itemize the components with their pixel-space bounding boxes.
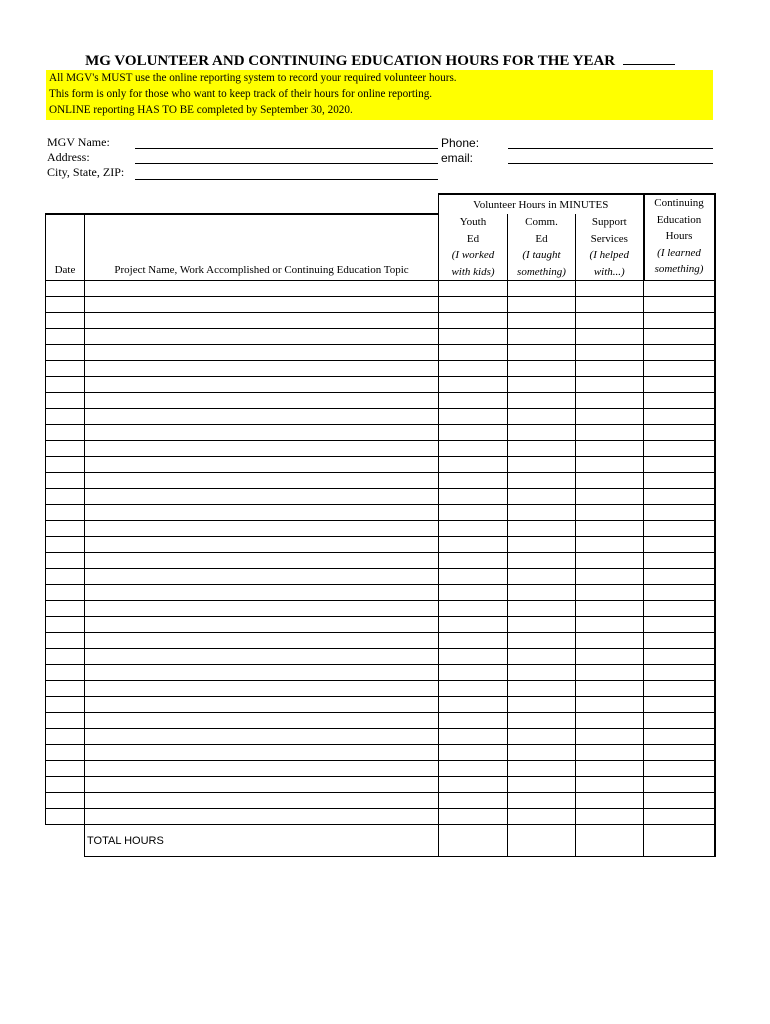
- ce-header-line-5: something): [654, 263, 704, 275]
- youth-minutes-cell[interactable]: [439, 649, 508, 665]
- notice-banner: [46, 70, 713, 120]
- youth-minutes-cell[interactable]: [439, 457, 508, 473]
- youth-minutes-cell[interactable]: [439, 521, 508, 537]
- table-row: [46, 281, 715, 297]
- project-cell[interactable]: [85, 761, 439, 777]
- support-minutes-cell[interactable]: [576, 457, 644, 473]
- support-minutes-cell[interactable]: [576, 745, 644, 761]
- comm-header-line-4: something): [517, 265, 566, 278]
- project-cell[interactable]: [85, 409, 439, 425]
- date-cell[interactable]: [46, 345, 85, 361]
- total-comm-cell[interactable]: [508, 825, 576, 857]
- ce-header-line-4: (I learned: [657, 246, 701, 259]
- date-header: Date: [46, 214, 85, 281]
- comm-minutes-cell[interactable]: [508, 361, 576, 377]
- project-cell[interactable]: [85, 313, 439, 329]
- email-label: email:: [441, 151, 474, 165]
- ce-hours-cell[interactable]: [644, 281, 715, 297]
- ce-hours-cell[interactable]: [644, 505, 715, 521]
- project-cell[interactable]: [85, 729, 439, 745]
- table-row: [46, 393, 715, 409]
- youth-header-line-3: (I worked: [451, 249, 495, 261]
- youth-minutes-cell[interactable]: [439, 393, 508, 409]
- ce-hours-cell[interactable]: [644, 521, 715, 537]
- youth-minutes-cell[interactable]: [439, 777, 508, 793]
- youth-minutes-cell[interactable]: [439, 617, 508, 633]
- ce-hours-cell[interactable]: [644, 633, 715, 649]
- support-minutes-cell[interactable]: [576, 345, 644, 361]
- project-cell[interactable]: [85, 553, 439, 569]
- project-cell[interactable]: [85, 521, 439, 537]
- comm-ed-header: [508, 214, 576, 281]
- table-row: [46, 569, 715, 585]
- date-cell[interactable]: [46, 713, 85, 729]
- address-label: Address:: [47, 150, 90, 164]
- table-row: [46, 537, 715, 553]
- support-minutes-cell[interactable]: [576, 329, 644, 345]
- youth-minutes-cell[interactable]: [439, 361, 508, 377]
- project-cell[interactable]: [85, 297, 439, 313]
- mgv-name-label: MGV Name:: [47, 135, 110, 149]
- youth-minutes-cell[interactable]: [439, 505, 508, 521]
- support-header-line-4: with...): [593, 265, 625, 278]
- table-row: [46, 745, 715, 761]
- table-row: [46, 809, 715, 825]
- youth-minutes-cell[interactable]: [439, 809, 508, 825]
- project-cell[interactable]: [85, 425, 439, 441]
- ce-hours-cell[interactable]: [644, 393, 715, 409]
- support-minutes-cell[interactable]: [576, 313, 644, 329]
- table-row: [46, 377, 715, 393]
- youth-minutes-cell[interactable]: [439, 745, 508, 761]
- ce-hours-cell[interactable]: [644, 809, 715, 825]
- comm-minutes-cell[interactable]: [508, 617, 576, 633]
- total-hours-label: TOTAL HOURS: [85, 825, 439, 857]
- project-cell[interactable]: [85, 713, 439, 729]
- table-row: [46, 761, 715, 777]
- support-minutes-cell[interactable]: [576, 761, 644, 777]
- project-cell[interactable]: [85, 601, 439, 617]
- ce-hours-cell[interactable]: [644, 313, 715, 329]
- table-row: [46, 553, 715, 569]
- date-cell[interactable]: [46, 809, 85, 825]
- youth-header-line-1: Youth: [459, 216, 487, 228]
- youth-minutes-cell[interactable]: [439, 377, 508, 393]
- date-cell[interactable]: [46, 745, 85, 761]
- support-minutes-cell[interactable]: [576, 281, 644, 297]
- table-row: [46, 473, 715, 489]
- table-row: [46, 457, 715, 473]
- youth-minutes-cell[interactable]: [439, 761, 508, 777]
- date-cell[interactable]: [46, 601, 85, 617]
- support-minutes-cell[interactable]: [576, 505, 644, 521]
- year-blank-line[interactable]: [623, 50, 675, 65]
- comm-minutes-cell[interactable]: [508, 681, 576, 697]
- ce-hours-cell[interactable]: [644, 793, 715, 809]
- support-minutes-cell[interactable]: [576, 585, 644, 601]
- comm-minutes-cell[interactable]: [508, 713, 576, 729]
- comm-minutes-cell[interactable]: [508, 601, 576, 617]
- comm-minutes-cell[interactable]: [508, 345, 576, 361]
- youth-minutes-cell[interactable]: [439, 425, 508, 441]
- date-cell[interactable]: [46, 425, 85, 441]
- support-minutes-cell[interactable]: [576, 681, 644, 697]
- mgv-name-field[interactable]: [135, 148, 438, 149]
- project-cell[interactable]: [85, 345, 439, 361]
- date-cell[interactable]: [46, 633, 85, 649]
- youth-minutes-cell[interactable]: [439, 665, 508, 681]
- youth-minutes-cell[interactable]: [439, 473, 508, 489]
- support-services-header: [576, 214, 644, 281]
- comm-minutes-cell[interactable]: [508, 489, 576, 505]
- comm-minutes-cell[interactable]: [508, 585, 576, 601]
- date-cell[interactable]: [46, 505, 85, 521]
- ce-hours-cell[interactable]: [644, 297, 715, 313]
- project-cell[interactable]: [85, 777, 439, 793]
- support-header-line-2: Services: [590, 232, 628, 245]
- comm-minutes-cell[interactable]: [508, 505, 576, 521]
- comm-minutes-cell[interactable]: [508, 409, 576, 425]
- support-minutes-cell[interactable]: [576, 425, 644, 441]
- project-cell[interactable]: [85, 281, 439, 297]
- address-field[interactable]: [135, 163, 438, 164]
- ce-hours-cell[interactable]: [644, 761, 715, 777]
- ce-hours-cell[interactable]: [644, 441, 715, 457]
- ce-hours-cell[interactable]: [644, 537, 715, 553]
- ce-hours-cell[interactable]: [644, 697, 715, 713]
- youth-minutes-cell[interactable]: [439, 489, 508, 505]
- ce-hours-cell[interactable]: [644, 601, 715, 617]
- date-cell[interactable]: [46, 297, 85, 313]
- table-row: [46, 441, 715, 457]
- table-row: [46, 345, 715, 361]
- ce-hours-cell[interactable]: [644, 409, 715, 425]
- support-minutes-cell[interactable]: [576, 713, 644, 729]
- hours-table: [45, 193, 716, 857]
- table-row: [46, 633, 715, 649]
- total-youth-cell[interactable]: [439, 825, 508, 857]
- project-cell[interactable]: [85, 681, 439, 697]
- project-cell[interactable]: [85, 329, 439, 345]
- date-cell[interactable]: [46, 329, 85, 345]
- phone-field[interactable]: [508, 148, 713, 149]
- support-minutes-cell[interactable]: [576, 473, 644, 489]
- youth-minutes-cell[interactable]: [439, 313, 508, 329]
- youth-header-line-2: Ed: [466, 232, 480, 245]
- project-cell[interactable]: [85, 569, 439, 585]
- project-cell[interactable]: [85, 537, 439, 553]
- comm-minutes-cell[interactable]: [508, 537, 576, 553]
- table-row: [46, 617, 715, 633]
- date-cell[interactable]: [46, 793, 85, 809]
- project-cell[interactable]: [85, 697, 439, 713]
- ce-hours-cell[interactable]: [644, 713, 715, 729]
- project-cell[interactable]: [85, 809, 439, 825]
- youth-ed-header: [439, 214, 508, 281]
- date-cell[interactable]: [46, 361, 85, 377]
- project-cell[interactable]: [85, 585, 439, 601]
- ce-hours-cell[interactable]: [644, 649, 715, 665]
- table-row: [46, 585, 715, 601]
- support-minutes-cell[interactable]: [576, 601, 644, 617]
- ce-hours-cell[interactable]: [644, 361, 715, 377]
- comm-minutes-cell[interactable]: [508, 457, 576, 473]
- support-minutes-cell[interactable]: [576, 521, 644, 537]
- date-cell[interactable]: [46, 681, 85, 697]
- date-cell[interactable]: [46, 697, 85, 713]
- table-row: [46, 729, 715, 745]
- total-support-cell[interactable]: [576, 825, 644, 857]
- ce-hours-cell[interactable]: [644, 345, 715, 361]
- project-cell[interactable]: [85, 649, 439, 665]
- table-row: [46, 489, 715, 505]
- project-cell[interactable]: [85, 457, 439, 473]
- ce-hours-cell[interactable]: [644, 377, 715, 393]
- date-cell[interactable]: [46, 377, 85, 393]
- project-cell[interactable]: [85, 489, 439, 505]
- date-cell[interactable]: [46, 649, 85, 665]
- table-row: [46, 313, 715, 329]
- ce-hours-cell[interactable]: [644, 681, 715, 697]
- form-title: [46, 50, 714, 70]
- comm-minutes-cell[interactable]: [508, 393, 576, 409]
- support-minutes-cell[interactable]: [576, 697, 644, 713]
- youth-minutes-cell[interactable]: [439, 633, 508, 649]
- comm-minutes-cell[interactable]: [508, 521, 576, 537]
- table-row: [46, 425, 715, 441]
- date-cell[interactable]: [46, 313, 85, 329]
- table-row: [46, 697, 715, 713]
- comm-minutes-cell[interactable]: [508, 569, 576, 585]
- comm-minutes-cell[interactable]: [508, 809, 576, 825]
- ce-hours-cell[interactable]: [644, 777, 715, 793]
- support-header-line-1: Support: [591, 216, 627, 228]
- youth-minutes-cell[interactable]: [439, 409, 508, 425]
- table-row: [46, 521, 715, 537]
- comm-minutes-cell[interactable]: [508, 377, 576, 393]
- comm-minutes-cell[interactable]: [508, 729, 576, 745]
- table-row: [46, 409, 715, 425]
- ce-hours-cell[interactable]: [644, 473, 715, 489]
- email-field[interactable]: [508, 163, 713, 164]
- ce-header-line-2: Education: [656, 213, 702, 226]
- ce-hours-header: [644, 194, 715, 281]
- notice-line-2: This form is only for those who want to keep track of their hours for online reporting.: [49, 88, 433, 100]
- project-cell[interactable]: [85, 793, 439, 809]
- comm-minutes-cell[interactable]: [508, 649, 576, 665]
- ce-header-line-3: Hours: [665, 230, 693, 242]
- comm-minutes-cell[interactable]: [508, 425, 576, 441]
- date-cell[interactable]: [46, 489, 85, 505]
- date-cell[interactable]: [46, 521, 85, 537]
- project-cell[interactable]: [85, 745, 439, 761]
- youth-minutes-cell[interactable]: [439, 297, 508, 313]
- date-cell[interactable]: [46, 569, 85, 585]
- youth-minutes-cell[interactable]: [439, 537, 508, 553]
- ce-hours-cell[interactable]: [644, 329, 715, 345]
- date-cell[interactable]: [46, 537, 85, 553]
- youth-minutes-cell[interactable]: [439, 553, 508, 569]
- phone-label: Phone:: [441, 136, 480, 150]
- comm-minutes-cell[interactable]: [508, 665, 576, 681]
- support-minutes-cell[interactable]: [576, 777, 644, 793]
- youth-minutes-cell[interactable]: [439, 601, 508, 617]
- project-header: Project Name, Work Accomplished or Continuing Education Topic: [85, 214, 439, 281]
- comm-minutes-cell[interactable]: [508, 441, 576, 457]
- support-minutes-cell[interactable]: [576, 409, 644, 425]
- date-cell[interactable]: [46, 729, 85, 745]
- youth-minutes-cell[interactable]: [439, 441, 508, 457]
- youth-minutes-cell[interactable]: [439, 329, 508, 345]
- date-cell[interactable]: [46, 761, 85, 777]
- comm-minutes-cell[interactable]: [508, 297, 576, 313]
- city-state-zip-label: City, State, ZIP:: [47, 165, 125, 179]
- form-title-text: MG VOLUNTEER AND CONTINUING EDUCATION HOURS FOR THE YEAR: [85, 53, 616, 69]
- ce-hours-cell[interactable]: [644, 665, 715, 681]
- project-cell[interactable]: [85, 393, 439, 409]
- total-ce-cell[interactable]: [644, 825, 715, 857]
- date-cell[interactable]: [46, 441, 85, 457]
- table-row: [46, 649, 715, 665]
- comm-minutes-cell[interactable]: [508, 777, 576, 793]
- ce-hours-cell[interactable]: [644, 569, 715, 585]
- support-minutes-cell[interactable]: [576, 665, 644, 681]
- support-header-line-3: (I helped: [589, 249, 629, 261]
- youth-minutes-cell[interactable]: [439, 345, 508, 361]
- date-cell[interactable]: [46, 665, 85, 681]
- youth-minutes-cell[interactable]: [439, 585, 508, 601]
- ce-hours-cell[interactable]: [644, 729, 715, 745]
- youth-minutes-cell[interactable]: [439, 793, 508, 809]
- table-row: [46, 297, 715, 313]
- comm-minutes-cell[interactable]: [508, 473, 576, 489]
- support-minutes-cell[interactable]: [576, 633, 644, 649]
- support-minutes-cell[interactable]: [576, 377, 644, 393]
- youth-header-line-4: with kids): [451, 265, 495, 278]
- support-minutes-cell[interactable]: [576, 361, 644, 377]
- notice-line-3: ONLINE reporting HAS TO BE completed by September 30, 2020.: [49, 104, 353, 116]
- comm-minutes-cell[interactable]: [508, 553, 576, 569]
- youth-minutes-cell[interactable]: [439, 569, 508, 585]
- ce-hours-cell[interactable]: [644, 745, 715, 761]
- comm-minutes-cell[interactable]: [508, 281, 576, 297]
- ce-hours-cell[interactable]: [644, 585, 715, 601]
- project-cell[interactable]: [85, 441, 439, 457]
- date-cell[interactable]: [46, 457, 85, 473]
- date-cell[interactable]: [46, 585, 85, 601]
- project-cell[interactable]: [85, 633, 439, 649]
- project-cell[interactable]: [85, 377, 439, 393]
- project-cell[interactable]: [85, 617, 439, 633]
- volunteer-hours-group-header: Volunteer Hours in MINUTES: [439, 194, 644, 214]
- comm-minutes-cell[interactable]: [508, 793, 576, 809]
- city-state-zip-field[interactable]: [135, 179, 438, 180]
- support-minutes-cell[interactable]: [576, 297, 644, 313]
- youth-minutes-cell[interactable]: [439, 697, 508, 713]
- notice-line-1: All MGV's MUST use the online reporting system to record your required volunteer hours.: [49, 72, 457, 84]
- support-minutes-cell[interactable]: [576, 649, 644, 665]
- project-cell[interactable]: [85, 473, 439, 489]
- project-cell[interactable]: [85, 665, 439, 681]
- project-cell[interactable]: [85, 505, 439, 521]
- comm-minutes-cell[interactable]: [508, 313, 576, 329]
- table-row: [46, 329, 715, 345]
- table-row: [46, 713, 715, 729]
- support-minutes-cell[interactable]: [576, 793, 644, 809]
- table-row: [46, 665, 715, 681]
- date-cell[interactable]: [46, 409, 85, 425]
- date-cell[interactable]: [46, 777, 85, 793]
- comm-header-line-3: (I taught: [522, 249, 561, 261]
- support-minutes-cell[interactable]: [576, 393, 644, 409]
- support-minutes-cell[interactable]: [576, 809, 644, 825]
- project-cell[interactable]: [85, 361, 439, 377]
- ce-hours-cell[interactable]: [644, 617, 715, 633]
- comm-minutes-cell[interactable]: [508, 329, 576, 345]
- comm-minutes-cell[interactable]: [508, 697, 576, 713]
- youth-minutes-cell[interactable]: [439, 729, 508, 745]
- comm-minutes-cell[interactable]: [508, 633, 576, 649]
- ce-header-line-1: Continuing: [654, 197, 704, 209]
- comm-minutes-cell[interactable]: [508, 745, 576, 761]
- date-cell[interactable]: [46, 473, 85, 489]
- date-cell[interactable]: [46, 281, 85, 297]
- ce-hours-cell[interactable]: [644, 457, 715, 473]
- comm-header-line-2: Ed: [535, 232, 548, 245]
- support-minutes-cell[interactable]: [576, 537, 644, 553]
- youth-minutes-cell[interactable]: [439, 281, 508, 297]
- table-row: [46, 601, 715, 617]
- table-row: [46, 777, 715, 793]
- table-row: [46, 361, 715, 377]
- support-minutes-cell[interactable]: [576, 569, 644, 585]
- table-row: [46, 505, 715, 521]
- date-cell[interactable]: [46, 617, 85, 633]
- youth-minutes-cell[interactable]: [439, 713, 508, 729]
- date-cell[interactable]: [46, 553, 85, 569]
- comm-header-line-1: Comm.: [525, 216, 558, 228]
- support-minutes-cell[interactable]: [576, 489, 644, 505]
- youth-minutes-cell[interactable]: [439, 681, 508, 697]
- support-minutes-cell[interactable]: [576, 617, 644, 633]
- ce-hours-cell[interactable]: [644, 425, 715, 441]
- table-row: [46, 793, 715, 809]
- support-minutes-cell[interactable]: [576, 553, 644, 569]
- date-cell[interactable]: [46, 393, 85, 409]
- comm-minutes-cell[interactable]: [508, 761, 576, 777]
- table-row: [46, 681, 715, 697]
- ce-hours-cell[interactable]: [644, 553, 715, 569]
- ce-hours-cell[interactable]: [644, 489, 715, 505]
- support-minutes-cell[interactable]: [576, 441, 644, 457]
- support-minutes-cell[interactable]: [576, 729, 644, 745]
